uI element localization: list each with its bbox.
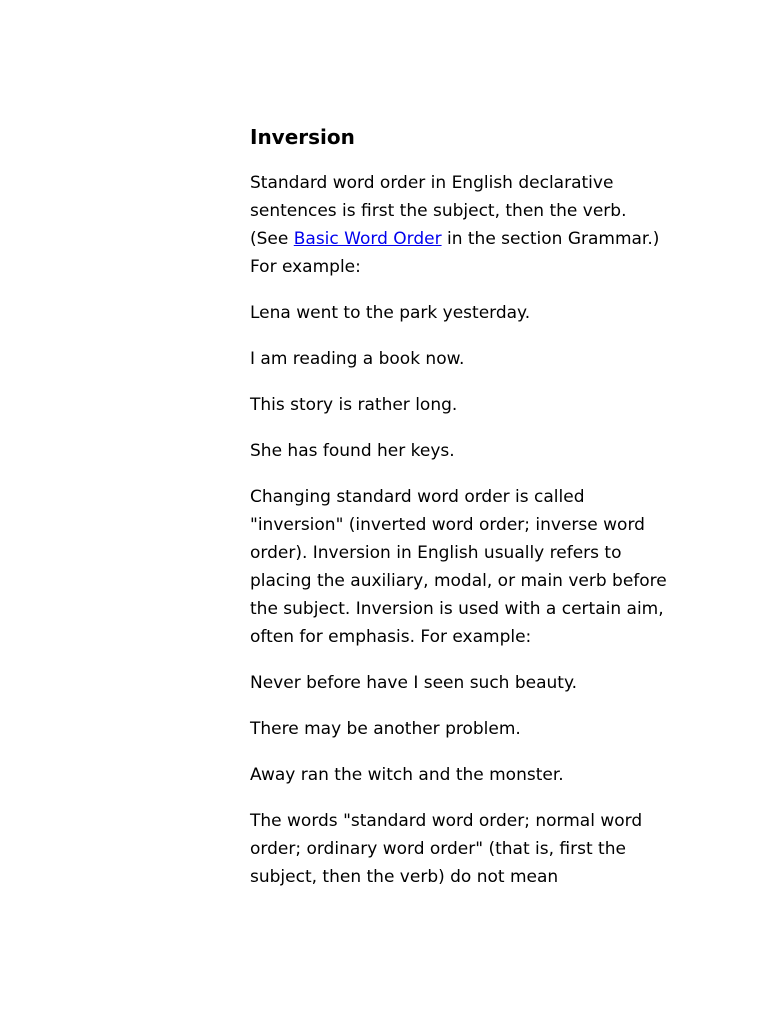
basic-word-order-link[interactable]: Basic Word Order <box>293 229 442 249</box>
intro-text-after-link: in the section Grammar.) For example: <box>250 229 660 277</box>
page-title: Inversion <box>250 125 355 149</box>
example-sentence: I am reading a book now. <box>250 349 465 369</box>
example-sentence: Lena went to the park yesterday. <box>250 303 531 323</box>
example-sentence: She has found her keys. <box>250 441 455 461</box>
intro-paragraph <box>250 169 670 281</box>
document-body <box>250 122 670 909</box>
inverted-example-sentence: Away ran the witch and the monster. <box>250 765 564 785</box>
example-sentence: This story is rather long. <box>250 395 458 415</box>
inverted-example-sentence: Never before have I seen such beauty. <box>250 673 577 693</box>
inversion-paragraph: Changing standard word order is called "inversion" (inverted word order; inverse word order). Inversion in English usually refers to placing the auxiliary, modal, or main verb before the subject. Inversion is used with a certain aim, often for emphasis. For example: <box>250 487 667 647</box>
closing-paragraph: The words "standard word order; normal word order; ordinary word order" (that is, first the subject, then the verb) do not mean <box>250 811 643 887</box>
inverted-example-sentence: There may be another problem. <box>250 719 521 739</box>
intro-text-before-link: Standard word order in English declarative sentences is first the subject, then the verb. (See <box>250 173 627 249</box>
